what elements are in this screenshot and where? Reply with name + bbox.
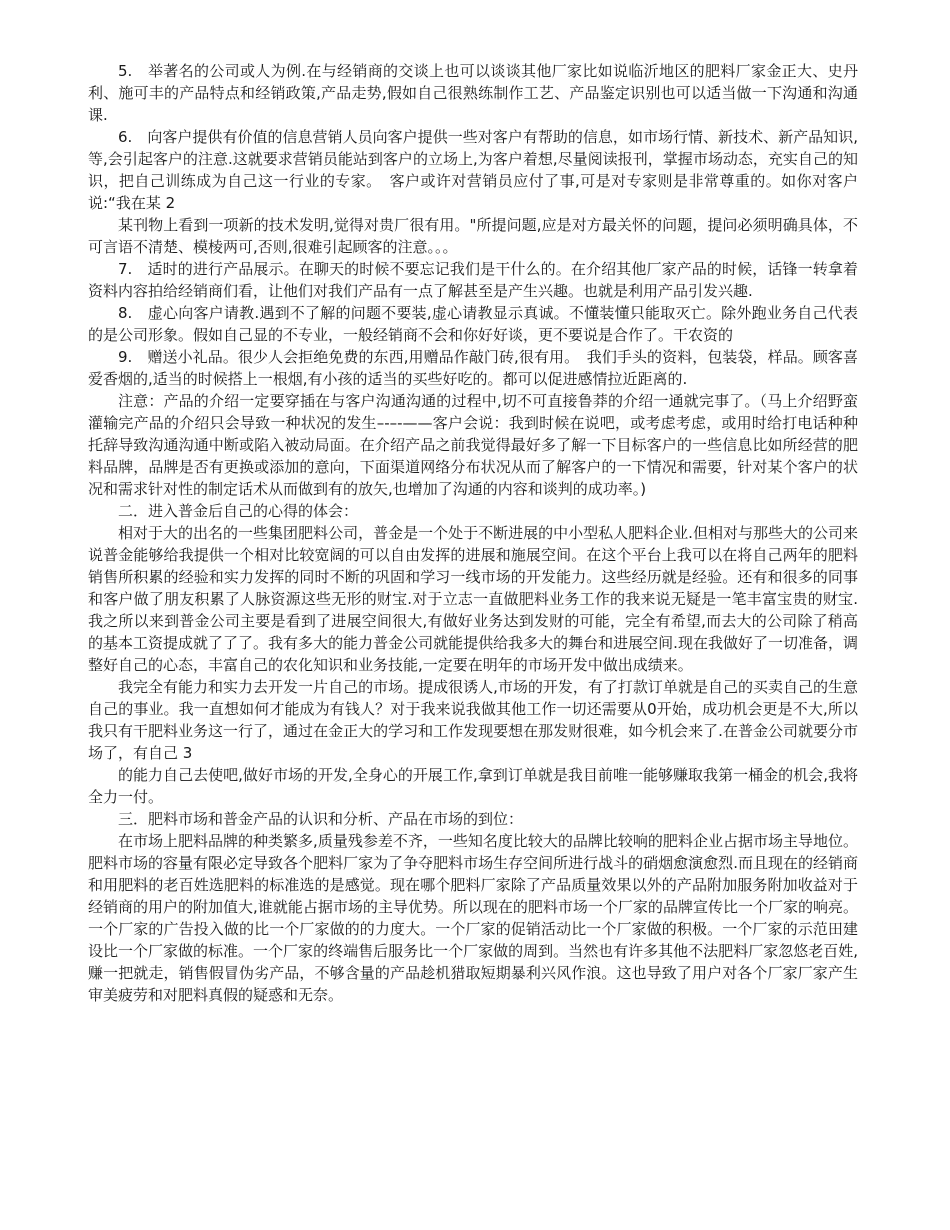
document-body xyxy=(88,60,858,1006)
paragraph-section-2-body-3: 的能力自己去使吧,做好市场的开发,全身心的开展工作,拿到订单就是我目前唯一能够赚取我第一桶金的机会,我将全力一付。 xyxy=(88,766,858,806)
paragraph-7: 7. 适时的进行产品展示。在聊天的时候不要忘记我们是干什么的。在介绍其他厂家产品的时候，话锋一转拿着资料内容拍给经销商们看，让他们对我们产品有一点了解甚至是产生兴趣。也就是利用产品引发兴趣. xyxy=(88,260,858,300)
paragraph-9: 9. 赠送小礼品。很少人会拒绝免费的东西,用赠品作敲门砖,很有用。 我们手头的资料，包装袋，样品。顾客喜爱香烟的,适当的时候搭上一根烟,有小孩的适当的买些好吃的。都可以促进感情拉近距离的. xyxy=(88,348,858,388)
paragraph-note: 注意：产品的介绍一定要穿插在与客户沟通沟通的过程中,切不可直接鲁莽的介绍一通就完事了。（马上介绍野蛮灌输完产品的介绍只会导致一种状况的发生–-–-——客户会说：我到时候在说吧，或考虑考虑，或用时给打电话种种托辞导致沟通沟通中断或陷入被动局面。在介绍产品之前我觉得最好多了解一下目标客户的一些信息比如所经营的肥料品牌，品牌是否有更换或添加的意向，下面渠道网络分布状况从而了解客户的一下情况和需要，针对某个客户的状况和需求针对性的制定话术从而做到有的放矢,也增加了沟通的内容和谈判的成功率。) xyxy=(88,392,858,498)
paragraph-section-2-body: 相对于大的出名的一些集团肥料公司，普金是一个处于不断进展的中小型私人肥料企业.但相对与那些大的公司来说普金能够给我提供一个相对比较宽阔的可以自由发挥的进展和施展空间。在这个平台上我可以在将自己两年的肥料销售所积累的经验和实力发挥的同时不断的巩固和学习一线市场的开发能力。这些经历就是经验。还有和很多的同事和客户做了朋友积累了人脉资源这些无形的财宝.对于立志一直做肥料业务工作的我来说无疑是一笔丰富宝贵的财宝.我之所以来到普金公司主要是看到了进展空间很大,有做好业务达到发财的可能，完全有希望,而去大的公司除了稍高的基本工资提成就了了了。我有多大的能力普金公司就能提供给我多大的舞台和进展空间.现在我做好了一切准备，调整好自己的心态，丰富自己的农化知识和业务技能,一定要在明年的市场开发中做出成绩来。 xyxy=(88,524,858,674)
section-heading-2: 二．进入普金后自己的心得的体会： xyxy=(118,502,359,520)
paragraph-6-continued: 某刊物上看到一项新的技术发明,觉得对贵厂很有用。"所提问题,应是对方最关怀的问题，提问必须明确具体，不可言语不清楚、模棱两可,否则,很难引起顾客的注意。。。 xyxy=(88,216,858,256)
paragraph-5: 5. 举著名的公司或人为例.在与经销商的交谈上也可以谈谈其他厂家比如说临沂地区的肥料厂家金正大、史丹利、施可丰的产品特点和经销政策,产品走势,假如自己很熟练制作工艺、产品鉴定识别也可以适当做一下沟通和沟通课. xyxy=(88,62,858,124)
paragraph-section-3-body: 在市场上肥料品牌的种类繁多,质量残参差不齐，一些知名度比较大的品牌比较响的肥料企业占据市场主导地位。肥料市场的容量有限必定导致各个肥料厂家为了争夺肥料市场生存空间所进行战斗的硝烟愈演愈烈.而且现在的经销商和用肥料的老百姓选肥料的标准选的是感觉。现在哪个肥料厂家除了产品质量效果以外的产品附加服务附加收益对于经销商的用户的附加值大,谁就能占据市场的主导优势。所以现在的肥料市场一个厂家的品牌宣传比一个厂家的响亮。一个厂家的广告投入做的比一个厂家做的的力度大。一个厂家的促销活动比一个厂家做的积极。一个厂家的示范田建设比一个厂家做的标准。一个厂家的终端售后服务比一个厂家做的周到。当然也有许多其他不法肥料厂家忽悠老百姓,赚一把就走，销售假冒伪劣产品，不够含量的产品趁机猎取短期暴利兴风作浪。这也导致了用户对各个厂家厂家产生审美疲劳和对肥料真假的疑惑和无奈。 xyxy=(88,832,858,1004)
paragraph-6: 6. 向客户提供有价值的信息营销人员向客户提供一些对客户有帮助的信息，如市场行情、新技术、新产品知识,等,会引起客户的注意.这就要求营销员能站到客户的立场上,为客户着想,尽量阅读报刊，掌握市场动态，充实自己的知识，把自己训练成为自己这一行业的专家。 客户或许对营销员应付了事,可是对专家则是非常尊重的。如你对客户说:“我在某 2 xyxy=(88,128,858,212)
paragraph-8: 8. 虚心向客户请教.遇到不了解的问题不要装,虚心请教显示真诚。不懂装懂只能取灭亡。除外跑业务自己代表的是公司形象。假如自己显的不专业，一般经销商不会和你好好谈，更不要说是合作了。干农资的 xyxy=(88,304,858,344)
section-heading-3: 三．肥料市场和普金产品的认识和分析、产品在市场的到位： xyxy=(118,810,524,828)
paragraph-section-2-body-2: 我完全有能力和实力去开发一片自己的市场。提成很诱人,市场的开发，有了打款订单就是自己的买卖自己的生意自己的事业。我一直想如何才能成为有钱人？对于我来说我做其他工作一切还需要从0开始，成功机会更是不大,所以我只有干肥料业务这一行了，通过在金正大的学习和工作发现要想在那发财很难，如今机会来了.在普金公司就要分市场了，有自己 3 xyxy=(88,678,858,762)
